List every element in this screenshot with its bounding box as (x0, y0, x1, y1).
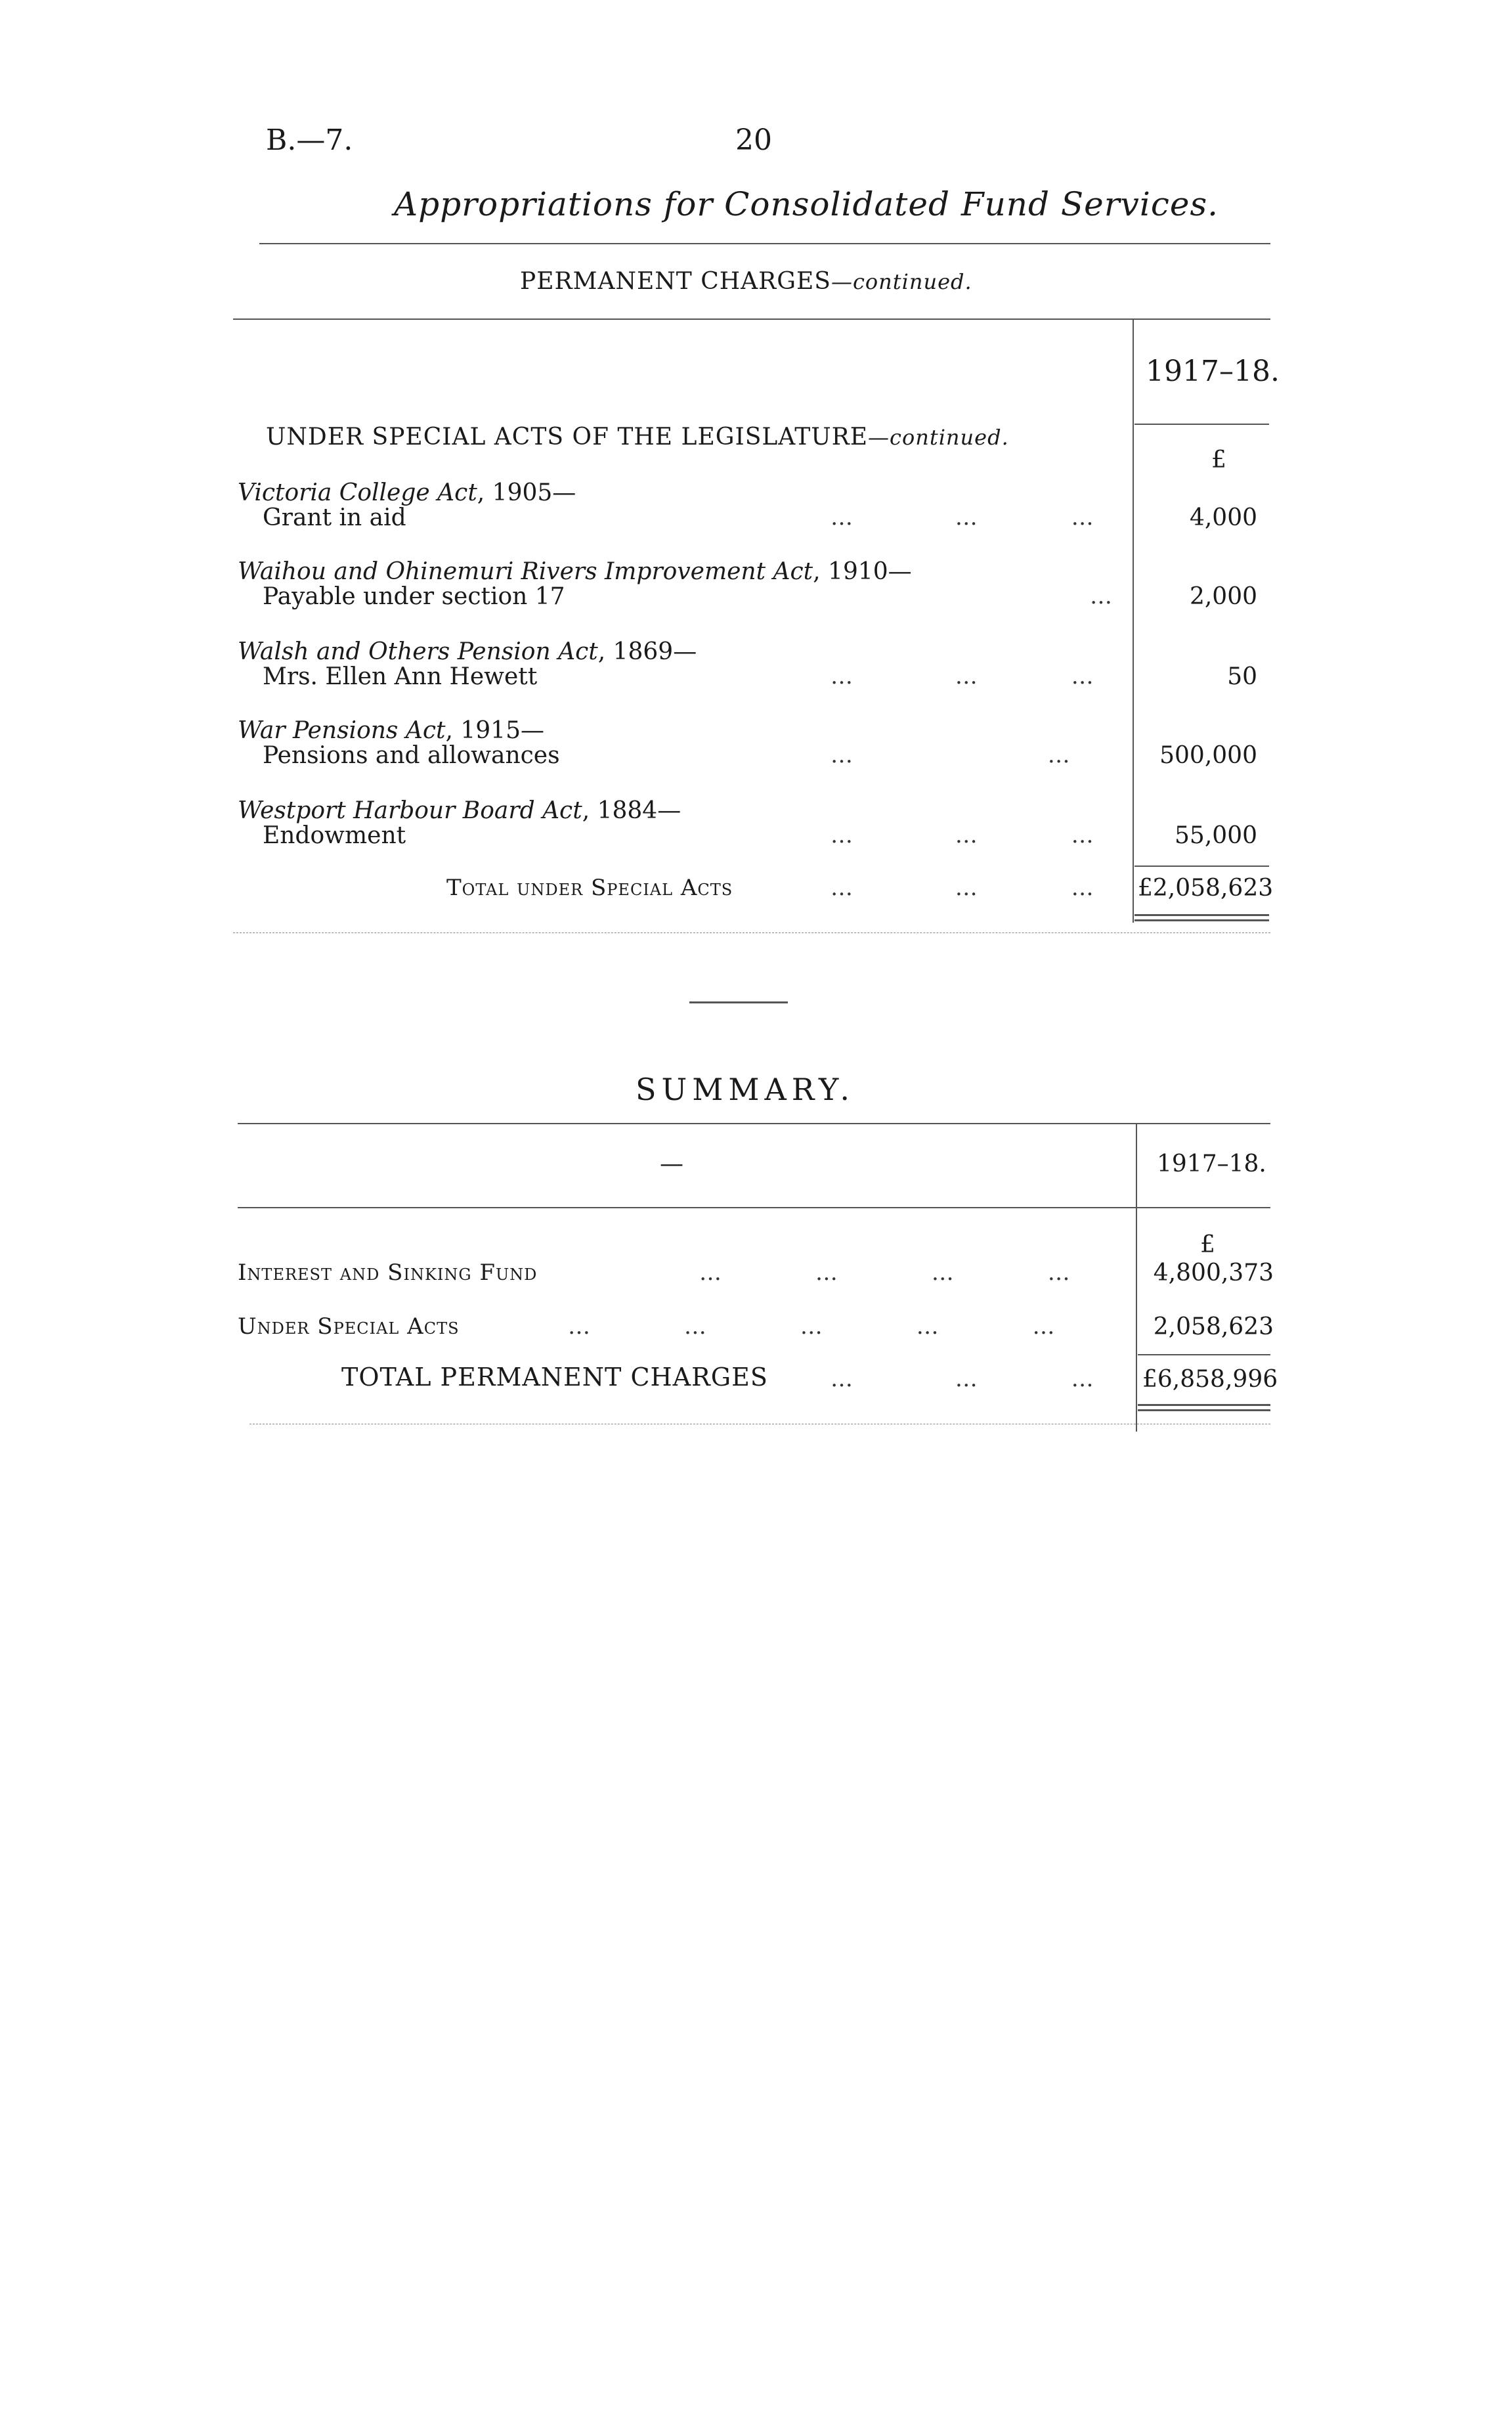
total-double-rule-upper (1134, 914, 1269, 916)
act-name (238, 558, 912, 585)
row-amount: 2,000 (1189, 583, 1257, 610)
section-heading-continued: —continued. (868, 425, 1009, 450)
subtitle-continued: —continued. (831, 269, 972, 294)
section-heading (266, 424, 1009, 450)
document-reference: B.—7. (266, 123, 353, 157)
section-separator (689, 1001, 788, 1003)
row-amount: 50 (1227, 663, 1257, 690)
row-item: Grant in aid (263, 504, 406, 531)
summary-currency-symbol: £ (1200, 1231, 1215, 1258)
act-year: , 1884— (582, 797, 681, 824)
summary-year-header: 1917–18. (1157, 1151, 1266, 1177)
row-item: Mrs. Ellen Ann Hewett (263, 663, 538, 690)
row-amount: 4,000 (1189, 504, 1257, 531)
leader-dots: … … … (831, 875, 1095, 901)
act-year: , 1869— (597, 638, 697, 665)
summary-row-label: Interest and Sinking Fund (238, 1260, 538, 1286)
act-title: Waihou and Ohinemuri Rivers Improvement Act (238, 558, 813, 585)
summary-total-amount: £6,858,996 (1142, 1366, 1278, 1393)
table-bottom-rule (233, 932, 1270, 933)
summary-column-divider (1136, 1123, 1137, 1432)
page-number: 20 (735, 123, 772, 157)
summary-top-rule (238, 1123, 1270, 1124)
act-title: Westport Harbour Board Act (238, 797, 582, 824)
act-name (238, 638, 697, 665)
summary-double-rule-upper (1138, 1404, 1270, 1406)
act-title: Victoria College Act (238, 479, 477, 506)
section-heading-main: UNDER SPECIAL ACTS OF THE LEGISLATURE (266, 424, 869, 450)
summary-row-amount: 2,058,623 (1153, 1313, 1274, 1340)
summary-subtotal-rule (1138, 1354, 1270, 1355)
act-year: , 1910— (813, 558, 912, 585)
table-top-rule (233, 318, 1270, 320)
row-amount: 500,000 (1159, 742, 1257, 769)
leader-dots: … … … (831, 822, 1095, 848)
leader-dots: … … … … (699, 1260, 1071, 1286)
summary-row-label: Under Special Acts (238, 1313, 460, 1340)
act-year: , 1915— (445, 717, 544, 744)
row-item: Endowment (263, 822, 406, 849)
total-amount: £2,058,623 (1138, 875, 1274, 902)
leader-dots: … … … (831, 504, 1095, 531)
summary-header-rule (238, 1207, 1270, 1208)
total-double-rule-lower (1134, 919, 1269, 921)
act-title: War Pensions Act (238, 717, 446, 744)
row-item: Payable under section 17 (263, 583, 565, 610)
section-subtitle (520, 268, 972, 295)
title-rule (259, 243, 1270, 244)
leader-dots: … … … (831, 1366, 1095, 1392)
act-year: , 1905— (477, 479, 576, 506)
subtotal-rule (1134, 866, 1269, 867)
year-column-header: 1917–18. (1146, 355, 1280, 388)
currency-symbol: £ (1211, 447, 1226, 473)
year-header-rule (1134, 424, 1269, 425)
summary-description-header: — (660, 1151, 683, 1177)
act-title: Walsh and Others Pension Act (238, 638, 598, 665)
row-item: Pensions and allowances (263, 742, 560, 769)
leader-dots: … … … (831, 663, 1095, 690)
leader-dots: … (1090, 583, 1113, 609)
subtitle-main: PERMANENT CHARGES (520, 268, 831, 295)
row-amount: 55,000 (1175, 822, 1257, 849)
act-name (238, 717, 544, 744)
summary-total-label: TOTAL PERMANENT CHARGES (341, 1363, 768, 1392)
summary-title: SUMMARY. (636, 1072, 855, 1107)
leader-dots: … … … … … (568, 1313, 1056, 1340)
act-name (238, 479, 576, 506)
act-name (238, 797, 681, 824)
total-label: Total under Special Acts (446, 875, 733, 901)
page-title: Appropriations for Consolidated Fund Services. (394, 185, 1219, 223)
leader-dots: … … (831, 742, 1071, 768)
summary-double-rule-lower (1138, 1409, 1270, 1411)
summary-row-amount: 4,800,373 (1153, 1260, 1274, 1286)
